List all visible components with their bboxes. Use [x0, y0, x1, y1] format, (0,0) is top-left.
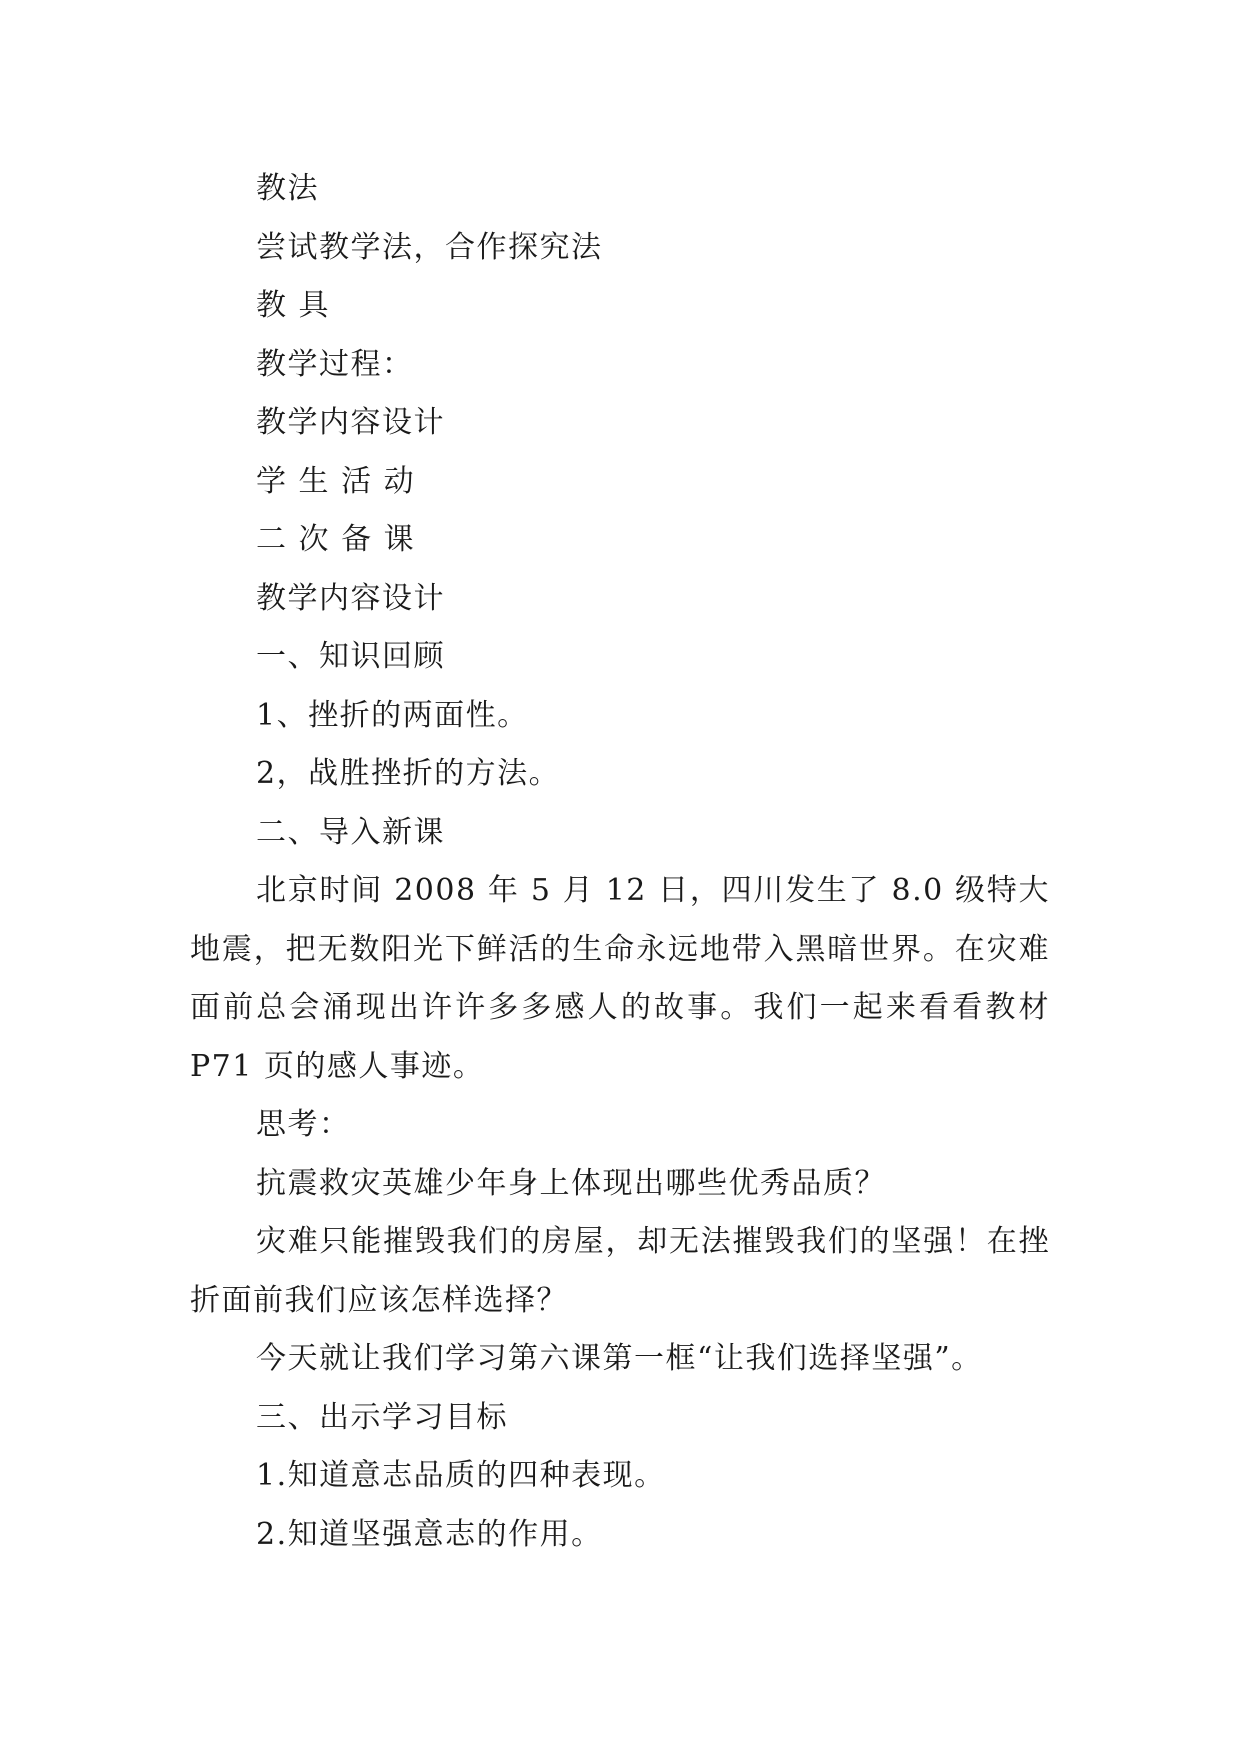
today-lesson-line: 今天就让我们学习第六课第一框“让我们选择坚强”。 [256, 1341, 983, 1376]
goal-item-2: 2.知道坚强意志的作用。 [256, 1516, 603, 1552]
question-2-paragraph: 灾难只能摧毁我们的房屋，却无法摧毁我们的坚强！在挫折面前我们应该怎样选择？ [190, 1224, 1050, 1318]
heading-second-prep: 二 次 备 课 [256, 522, 416, 557]
section-introduction: 二、导入新课 [256, 814, 445, 850]
intro-paragraph: 北京时间 2008 年 5 月 12 日，四川发生了 8.0 级特大地震，把无数阳光下鲜活的生命永远地带入黑暗世界。在灾难面前总会涌现出许许多多感人的故事。我们一起来看看教材 P71 页的感人事迹。 [190, 873, 1050, 1084]
heading-teaching-method: 教法 [256, 171, 319, 206]
section-review: 一、知识回顾 [256, 639, 445, 674]
heading-content-design-2: 教学内容设计 [256, 580, 445, 616]
review-item-2: 2，战胜挫折的方法。 [256, 756, 561, 791]
heading-content-design: 教学内容设计 [256, 405, 445, 440]
heading-teaching-aids: 教 具 [256, 288, 331, 323]
heading-teaching-process: 教学过程： [256, 346, 414, 382]
goal-item-1: 1.知道意志品质的四种表现。 [256, 1458, 666, 1493]
think-label: 思考： [256, 1107, 351, 1142]
section-goals: 三、出示学习目标 [256, 1399, 508, 1435]
question-1: 抗震救灾英雄少年身上体现出哪些优秀品质？ [256, 1165, 886, 1201]
document-body [190, 160, 1050, 1564]
teaching-method-text: 尝试教学法，合作探究法 [256, 229, 603, 265]
review-item-1: 1、挫折的两面性。 [256, 697, 529, 733]
heading-student-activity: 学 生 活 动 [256, 463, 416, 499]
